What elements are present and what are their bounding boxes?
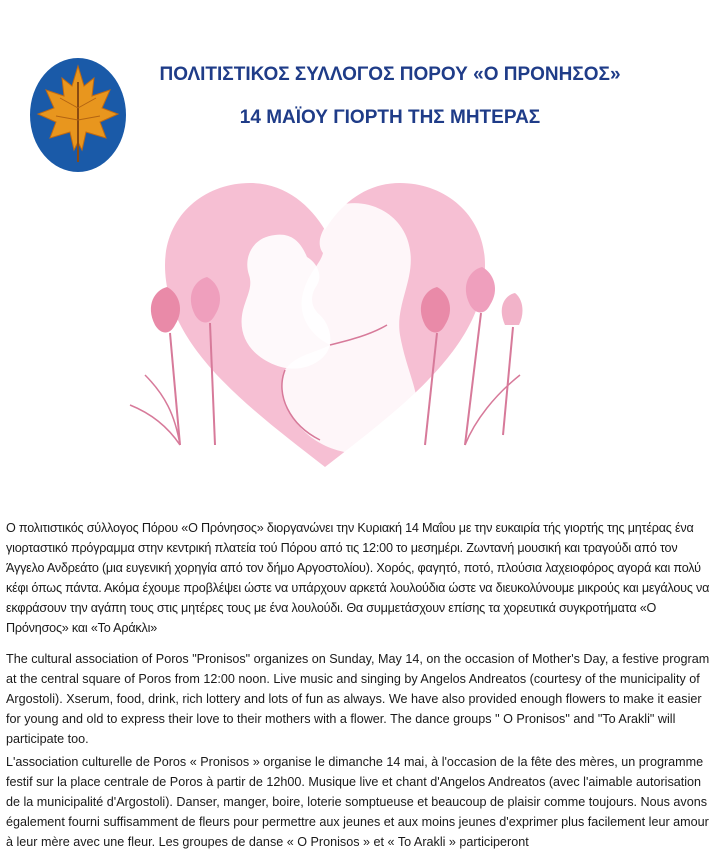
page-subtitle: 14 ΜΑΪΟΥ ΓΙΟΡΤΗ ΤΗΣ ΜΗΤΕΡΑΣ — [239, 107, 541, 128]
mother-child-heart-icon — [125, 175, 525, 470]
greek-paragraph: Ο πολιτιστικός σύλλογος Πόρου «Ο Πρόνησος» διοργανώνει την Κυριακή 14 Μαΐου με την ευκαιρία τής γιορτής της μητέρας ένα γιορταστικό πρόγραμμα στην κεντρική πλατεία τού Πόρου από τις 12:00 το μεσημέρι. Ζωντανή μουσική και τραγούδι από τον Άγγελο Ανδρεάτο (μια ευγενική χορηγία από τον δήμο Αργοστολίου). Χορός, φαγητό, ποτό, πλούσια λαχειοφόρος αγορά και πολύ κέφι όπως πάντα. Ακόμα έχουμε προβλέψει ώστε να υπάρχουν αρκετά λουλούδια ώστε να διευκολύνουμε μικρούς και μεγάλους να εκφράσουν την αγάπη τους στις μητέρες τους με ένα λουλούδι. Θα συμμετάσχουν επίσης τα χορευτικά συγκροτήματα «Ο Πρόνησος» και «Το Αράκλι» — [6, 521, 710, 635]
mothers-day-illustration — [125, 175, 525, 470]
page-title: ΠΟΛΙΤΙΣΤΙΚΟΣ ΣΥΛΛΟΓΟΣ ΠΟΡΟΥ «Ο ΠΡΟΝΗΣΟΣ» — [159, 64, 621, 85]
french-paragraph: L'association culturelle de Poros « Pronisos » organise le dimanche 14 mai, à l'occasion de la fête des mères, un programme festif sur la place centrale de Poros à partir de 12h00. Musique live et chant d'Angelos Andreatos (avec l'aimable autorisation de la municipalité d'Argostoli). Danser, manger, boire, loterie somptueuse et beaucoup de plaisir comme toujours. Nous avons également fourni suffisamment de fleurs pour permettre aux jeunes et aux moins jeunes d'exprimer plus facilement leur amour à leur mère avec une fleur. Les groupes de danse « O Pronisos » et « To Arakli » participeront — [6, 755, 709, 849]
english-paragraph: The cultural association of Poros "Pronisos" organizes on Sunday, May 14, on the occasion of Mother's Day, a festive program at the central square of Poros from 12:00 noon. Live music and singing by Angelos Andreatos (courtesy of the municipality of Argostoli). Xserum, food, drink, rich lottery and lots of fun as always. We have also provided enough flowers to make it easier for young and old to express their love to their mothers with a flower. The dance groups " O Pronisos" and "To Arakli" will participate too. — [6, 652, 710, 746]
